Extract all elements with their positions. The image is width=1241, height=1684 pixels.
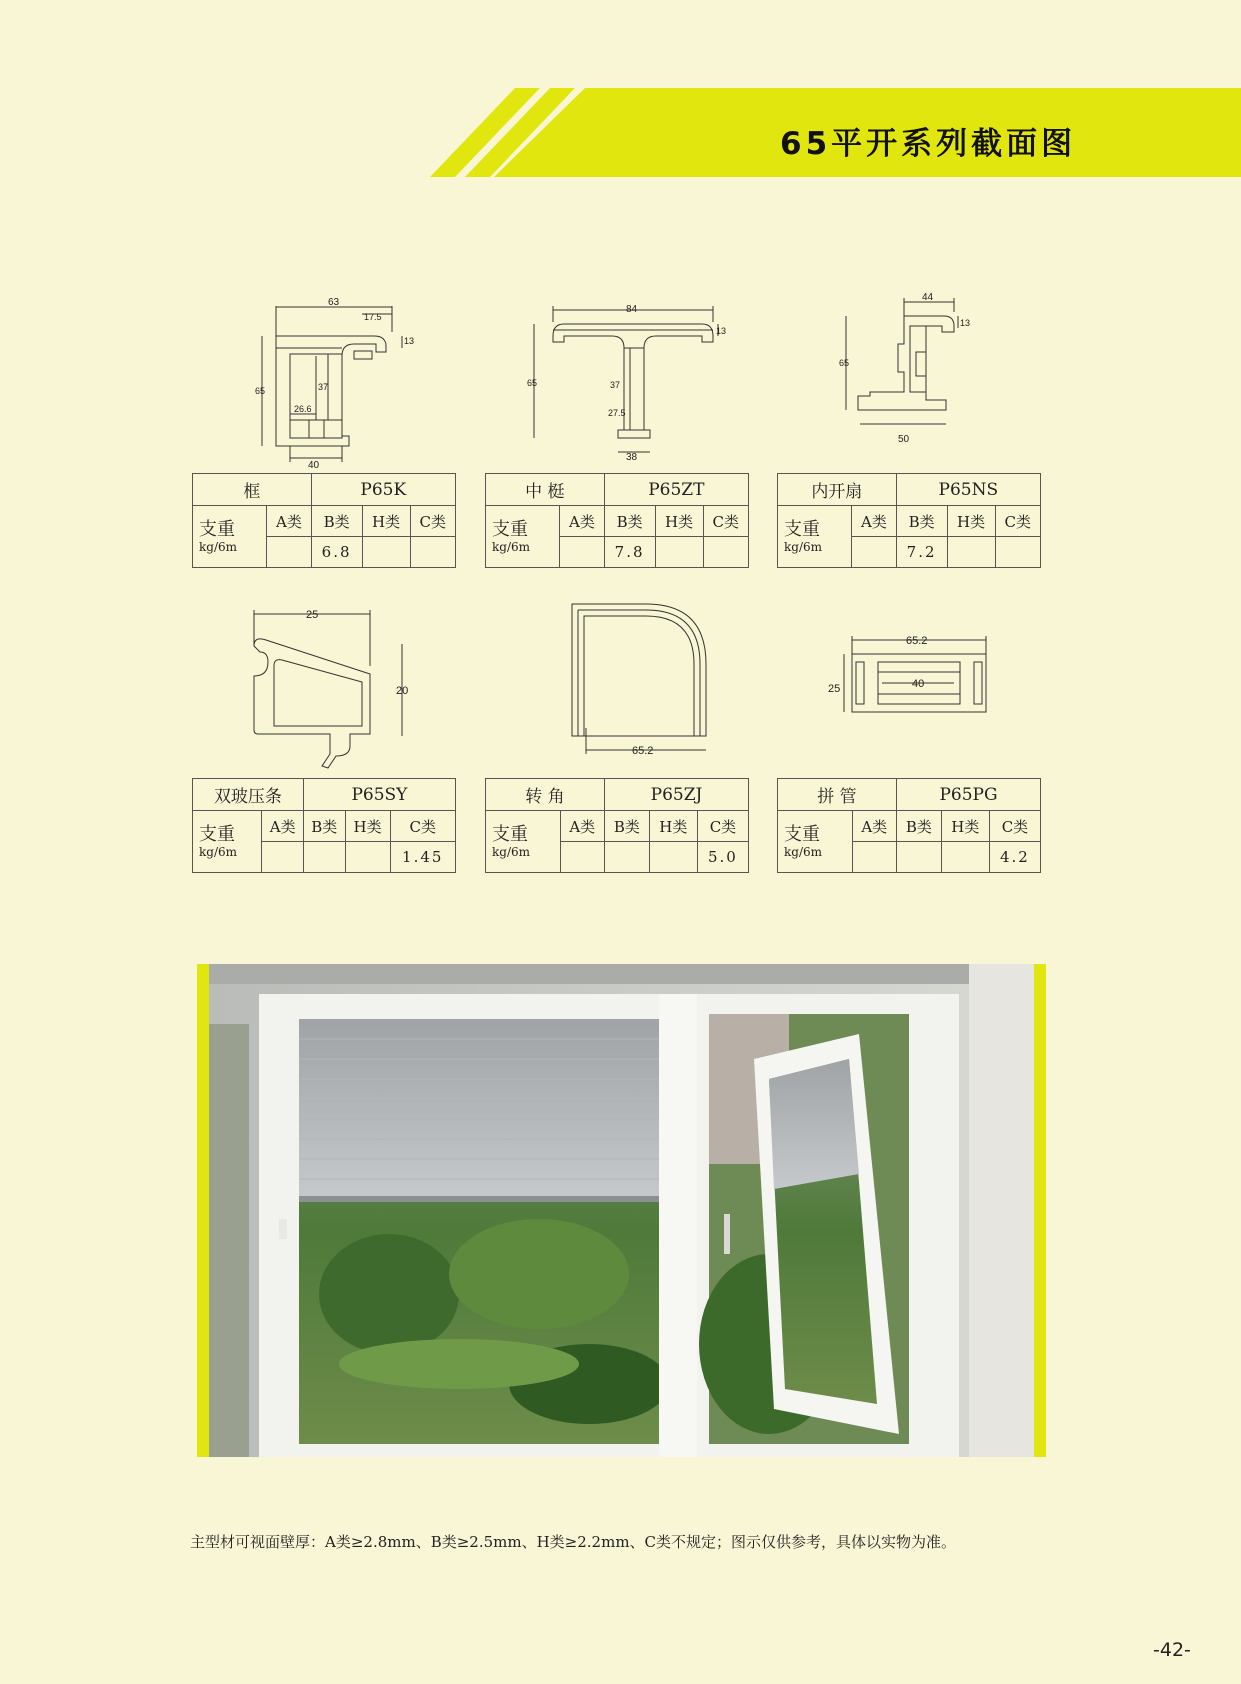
weight-label: 支重 kg/6m bbox=[193, 811, 262, 873]
profile-code: P65ZJ bbox=[604, 779, 748, 811]
page-number: -42- bbox=[1153, 1639, 1191, 1661]
dim-frame-d: 26.6 bbox=[294, 404, 312, 414]
grade-h: H类 bbox=[345, 811, 390, 842]
profile-diagram-coupling-tube bbox=[824, 632, 1004, 732]
profile-code: P65PG bbox=[896, 779, 1040, 811]
dim-sash-b: 13 bbox=[960, 318, 971, 328]
value-c bbox=[703, 537, 748, 568]
value-a bbox=[560, 842, 604, 873]
value-h bbox=[941, 842, 989, 873]
grade-h: H类 bbox=[941, 811, 989, 842]
dim-mullion-bottom: 38 bbox=[626, 452, 638, 463]
weight-label: 支重 kg/6m bbox=[778, 506, 852, 568]
spec-table-mullion bbox=[485, 473, 749, 568]
value-c: 5.0 bbox=[697, 842, 748, 873]
dim-tube-h: 25 bbox=[828, 683, 841, 695]
grade-a: A类 bbox=[560, 811, 604, 842]
grade-c: C类 bbox=[390, 811, 455, 842]
value-h bbox=[655, 537, 703, 568]
value-a bbox=[560, 537, 604, 568]
spec-table-frame bbox=[192, 473, 456, 568]
profile-code: P65SY bbox=[303, 779, 455, 811]
spec-table-glazing-bead bbox=[192, 778, 456, 873]
dim-mullion-c: 37 bbox=[610, 380, 621, 390]
window-photo bbox=[209, 964, 1034, 1457]
footnote: 主型材可视面壁厚：A类≥2.8mm、B类≥2.5mm、H类≥2.2mm、C类不规定；图示仅供参考，具体以实物为准。 bbox=[190, 1533, 957, 1551]
value-b: 6.8 bbox=[311, 537, 362, 568]
dim-mullion-h: 65 bbox=[527, 378, 538, 388]
grade-c: C类 bbox=[995, 506, 1040, 537]
value-a bbox=[262, 842, 303, 873]
grade-c: C类 bbox=[703, 506, 748, 537]
value-c bbox=[410, 537, 455, 568]
value-b bbox=[896, 842, 941, 873]
profile-diagram-frame bbox=[254, 296, 424, 471]
value-h bbox=[649, 842, 697, 873]
dim-frame-a: 17.5 bbox=[364, 312, 382, 322]
grade-h: H类 bbox=[947, 506, 995, 537]
grade-c: C类 bbox=[989, 811, 1040, 842]
profile-code: P65ZT bbox=[604, 474, 748, 506]
dim-mullion-top: 84 bbox=[626, 304, 638, 315]
grade-b: B类 bbox=[604, 811, 649, 842]
profile-diagram-glazing-bead bbox=[244, 606, 424, 771]
dim-frame-b: 13 bbox=[404, 336, 415, 346]
dim-sash-top: 44 bbox=[922, 292, 934, 303]
spec-table-corner bbox=[485, 778, 749, 873]
dim-tube-inner: 40 bbox=[912, 678, 925, 690]
grade-a: A类 bbox=[267, 506, 311, 537]
dim-corner-bottom: 65.2 bbox=[632, 745, 654, 757]
weight-label: 支重 kg/6m bbox=[486, 506, 560, 568]
value-b: 7.8 bbox=[604, 537, 655, 568]
spec-table-sash bbox=[777, 473, 1041, 568]
weight-label: 支重 kg/6m bbox=[193, 506, 267, 568]
grade-c: C类 bbox=[410, 506, 455, 537]
grade-a: A类 bbox=[560, 506, 604, 537]
value-c bbox=[995, 537, 1040, 568]
value-h bbox=[947, 537, 995, 568]
value-a bbox=[267, 537, 311, 568]
dim-bead-top: 25 bbox=[306, 609, 319, 621]
weight-label: 支重 kg/6m bbox=[778, 811, 853, 873]
dim-sash-h: 65 bbox=[839, 358, 850, 368]
value-h bbox=[345, 842, 390, 873]
spec-table-coupling-tube bbox=[777, 778, 1041, 873]
grade-a: A类 bbox=[262, 811, 303, 842]
profile-code: P65K bbox=[311, 474, 455, 506]
grade-c: C类 bbox=[697, 811, 748, 842]
grade-b: B类 bbox=[604, 506, 655, 537]
dim-frame-top: 63 bbox=[328, 297, 340, 308]
value-b bbox=[604, 842, 649, 873]
dim-sash-bottom: 50 bbox=[898, 434, 910, 445]
grade-h: H类 bbox=[655, 506, 703, 537]
value-a bbox=[852, 842, 896, 873]
grade-b: B类 bbox=[896, 811, 941, 842]
dim-bead-h: 20 bbox=[396, 685, 409, 697]
value-b bbox=[303, 842, 345, 873]
grade-h: H类 bbox=[362, 506, 410, 537]
value-h bbox=[362, 537, 410, 568]
value-c: 1.45 bbox=[390, 842, 455, 873]
weight-label: 支重 kg/6m bbox=[486, 811, 561, 873]
profile-name: 中 梃 bbox=[486, 474, 605, 506]
dim-mullion-b: 13 bbox=[716, 326, 726, 336]
value-c: 4.2 bbox=[989, 842, 1040, 873]
page-title: 65平开系列截面图 bbox=[780, 126, 1077, 162]
grade-b: B类 bbox=[303, 811, 345, 842]
profile-name: 拼 管 bbox=[778, 779, 897, 811]
profile-name: 转 角 bbox=[486, 779, 605, 811]
dim-tube-top: 65.2 bbox=[906, 635, 928, 647]
profile-diagram-mullion bbox=[526, 300, 726, 465]
title-banner bbox=[0, 0, 1241, 200]
profile-name: 双玻压条 bbox=[193, 779, 304, 811]
grade-h: H类 bbox=[649, 811, 697, 842]
grade-a: A类 bbox=[852, 811, 896, 842]
grade-a: A类 bbox=[852, 506, 896, 537]
grade-b: B类 bbox=[311, 506, 362, 537]
dim-frame-c: 37 bbox=[318, 382, 329, 392]
profile-diagram-sash bbox=[838, 292, 1008, 452]
dim-frame-bottom: 40 bbox=[308, 460, 320, 471]
profile-name: 内开扇 bbox=[778, 474, 897, 506]
profile-name: 框 bbox=[193, 474, 312, 506]
window-photo-frame bbox=[197, 964, 1046, 1457]
profile-diagram-corner bbox=[566, 598, 726, 768]
dim-mullion-d: 27.5 bbox=[608, 408, 626, 418]
grade-b: B类 bbox=[896, 506, 947, 537]
value-b: 7.2 bbox=[896, 537, 947, 568]
dim-frame-h: 65 bbox=[255, 386, 266, 396]
profile-code: P65NS bbox=[896, 474, 1040, 506]
value-a bbox=[852, 537, 896, 568]
